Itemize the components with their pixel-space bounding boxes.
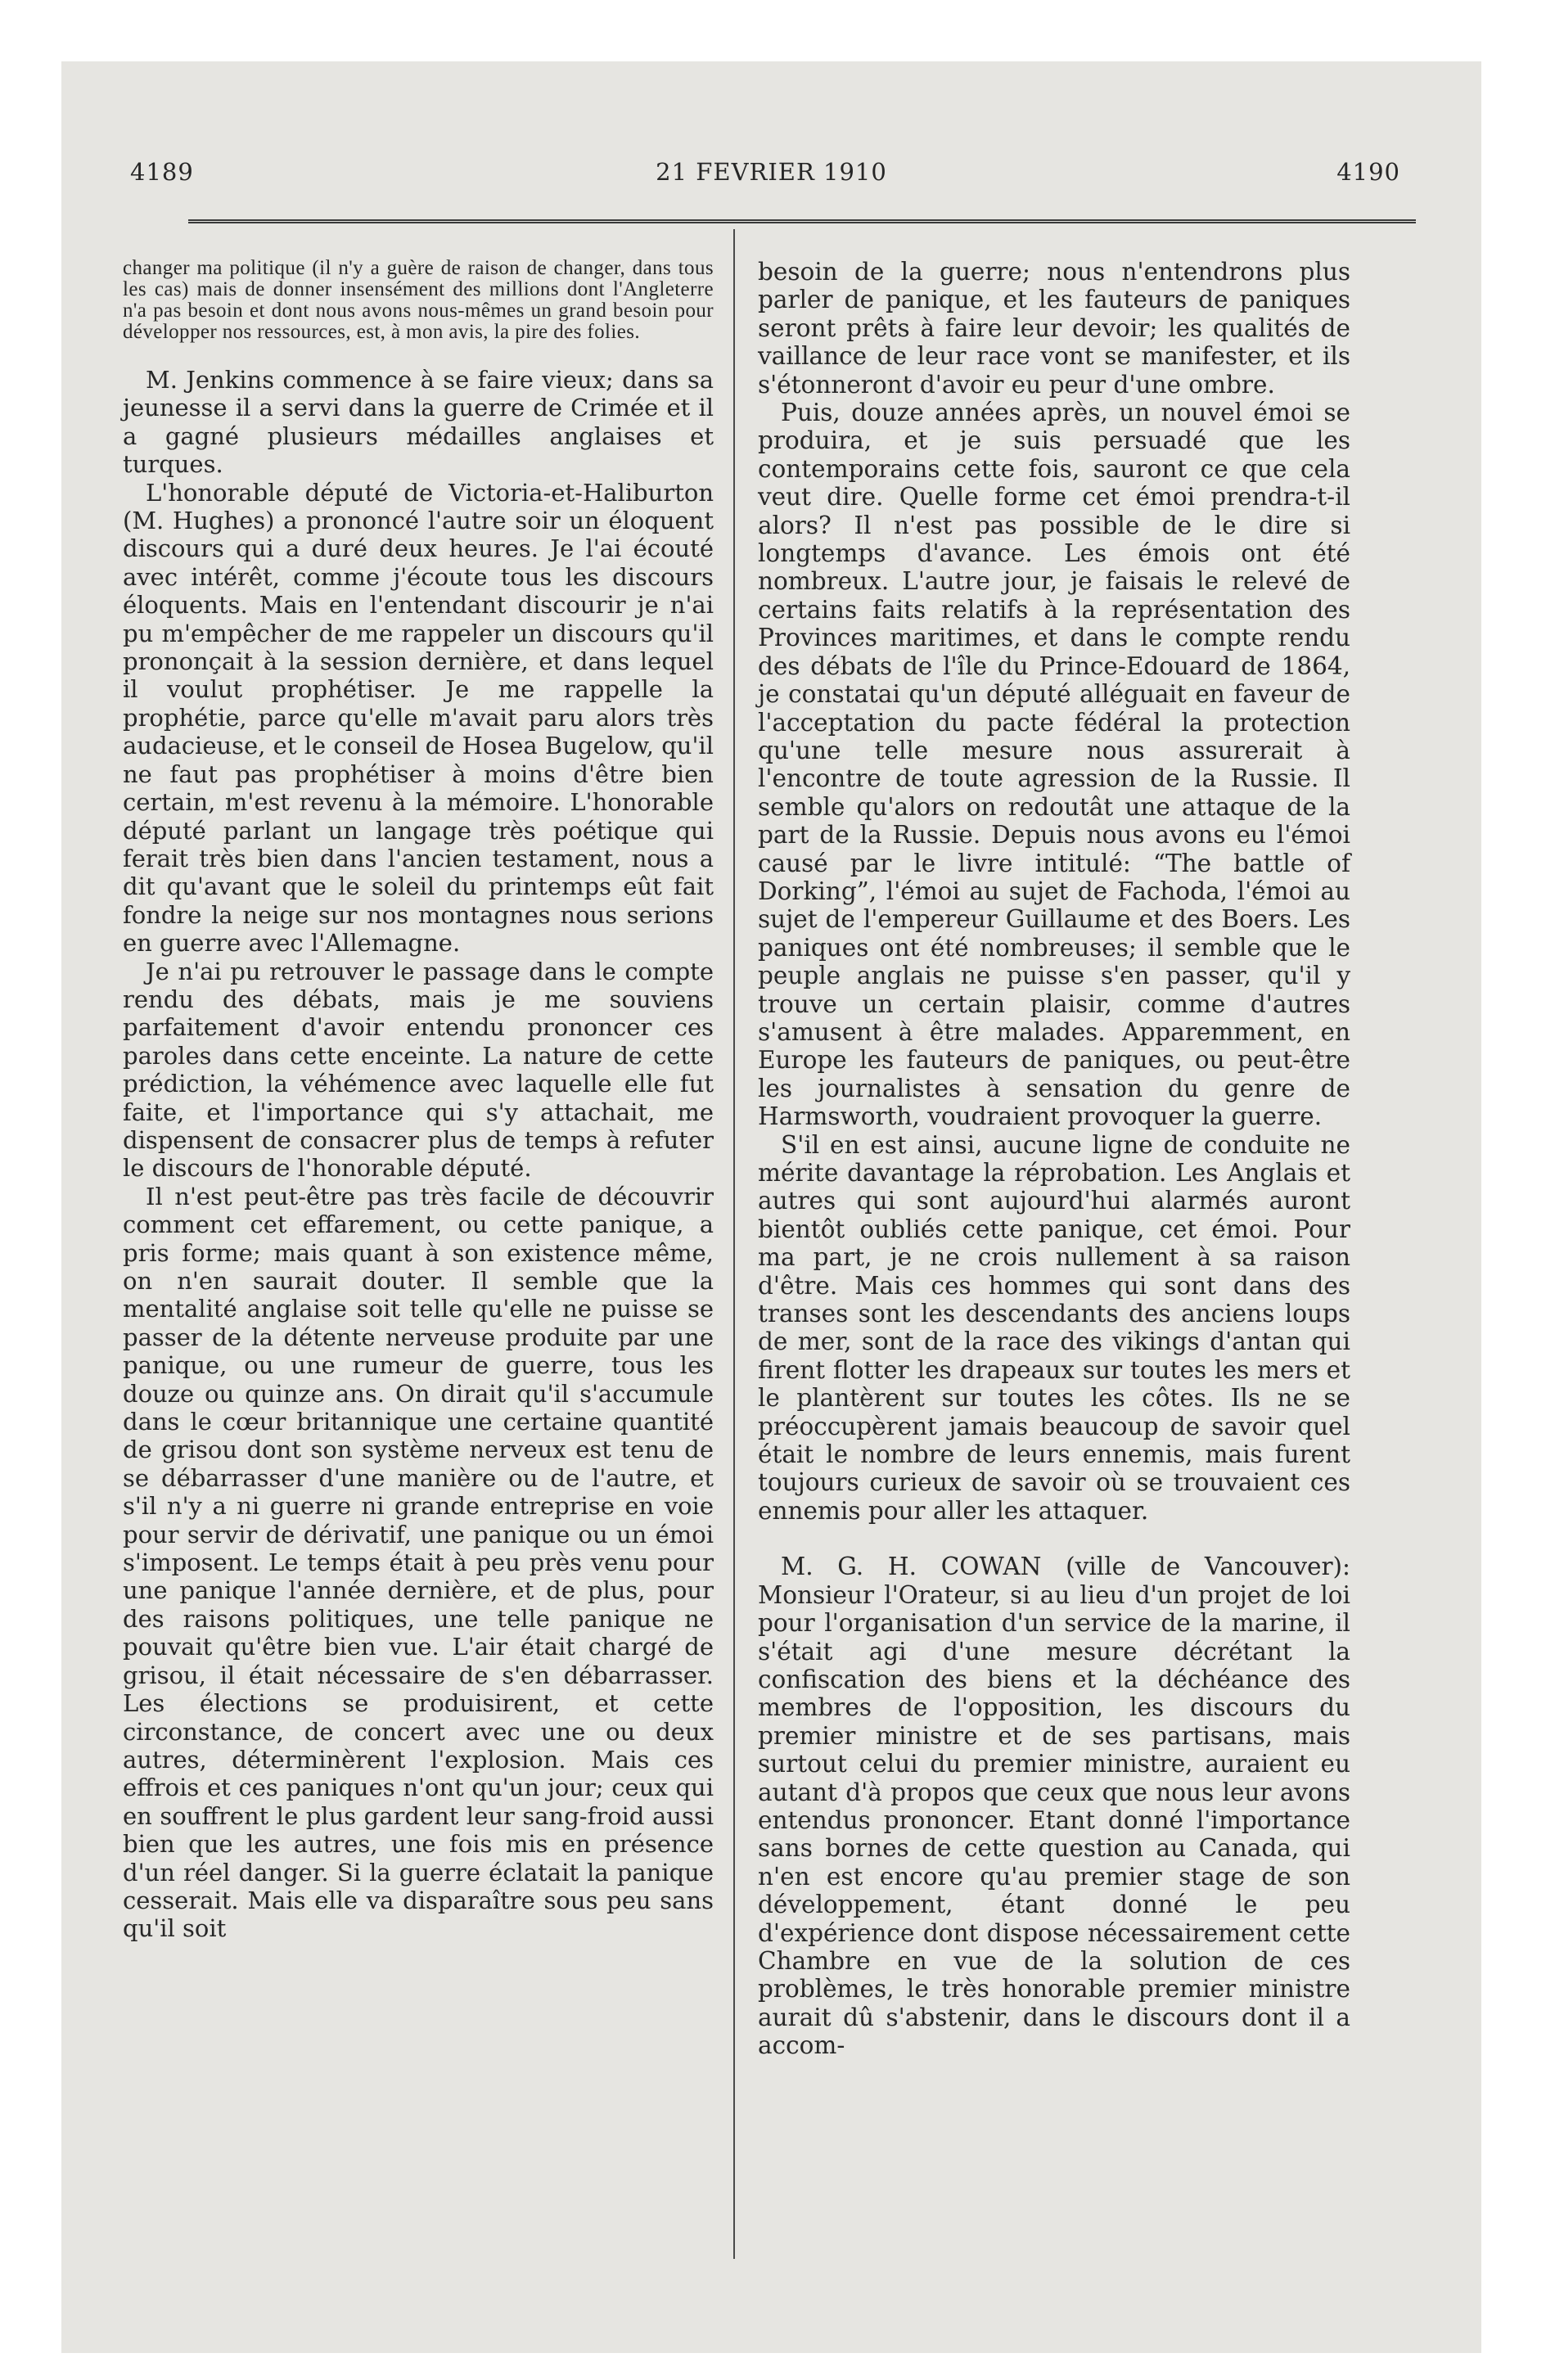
paragraph: Il n'est peut-être pas très facile de découvrir comment cet effarement, ou cette panique, a pris forme; mais quant à son existence même, on n'en saurait douter. Il semble que la mentalité anglaise soit telle qu'elle ne puisse se passer de la détente nerveuse produite par une panique, ou une rumeur de guerre, tous les douze ou quinze ans. On dirait qu'il s'accumule dans le cœur britannique une certaine quantité de grisou dont son système nerveux est tenu de se débarrasser d'une manière ou de l'autre, et s'il n'y a ni guerre ni grande entreprise en voie pour servir de dérivatif, une panique ou un émoi s'imposent. Le temps était à peu près venu pour une panique l'année dernière, et de plus, pour des raisons politiques, une telle panique ne pouvait qu'être bien vue. L'air était chargé de grisou, il était nécessaire de s'en débarrasser. Les élections se produisirent, et cette circonstance, de concert avec une ou deux autres, déterminèrent l'explosion. Mais ces effrois et ces paniques n'ont qu'un jour; ceux qui en souffrent le plus gardent leur sang-froid aussi bien que les autres, une fois mis en présence d'un réel danger. Si la guerre éclatait la panique cesserait. Mais elle va disparaître sous peu sans qu'il soit [123, 1182, 714, 1943]
left-column [123, 258, 714, 1943]
header-double-rule [188, 219, 1416, 223]
speaker-paragraph: M. G. H. COWAN (ville de Vancouver): Monsieur l'Orateur, si au lieu d'un projet de loi pour l'organisation d'un service de la marine, il s'était agi d'une mesure décrétant la confiscation des biens et la déchéance des membres de l'opposition, les discours du premier ministre et de ses partisans, mais surtout celui du premier ministre, auraient eu autant d'à propos que ceux que nous leur avons entendus prononcer. Etant donné l'importance sans bornes de cette question au Canada, qui n'en est encore qu'au premier stage de son développement, étant donné le peu d'expérience dont dispose nécessairement cette Chambre en vue de la solution de ces problèmes, le très honorable premier ministre aurait dû s'abstenir, dans le discours dont il a accom- [758, 1553, 1350, 2060]
page-number-right: 4190 [1336, 158, 1400, 186]
paragraph: changer ma politique (il n'y a guère de raison de changer, dans tous les cas) mais de donner insensément des millions dont l'Angleterre n'a pas besoin et dont nous avons nous-mêmes un grand besoin pour développer nos ressources, est, à mon avis, la pire des folies. [123, 257, 714, 343]
right-column [758, 258, 1350, 2060]
scanned-page [61, 61, 1481, 2353]
page-number-left: 4189 [130, 158, 194, 186]
paragraph: Je n'ai pu retrouver le passage dans le compte rendu des débats, mais je me souviens parfaitement d'avoir entendu prononcer ces paroles dans cette enceinte. La nature de cette prédiction, la véhémence avec laquelle elle fut faite, et l'importance qui s'y attachait, me dispensent de consacrer plus de temps à refuter le discours de l'honorable député. [123, 957, 714, 1183]
paragraph: M. Jenkins commence à se faire vieux; dans sa jeunesse il a servi dans la guerre de Crimée et il a gagné plusieurs médailles anglaises et turques. [123, 366, 714, 479]
paragraph: S'il en est ainsi, aucune ligne de conduite ne mérite davantage la réprobation. Les Anglais et autres qui sont aujourd'hui alarmés auront bientôt oubliés cette panique, cet émoi. Pour ma part, je ne crois nullement à sa raison d'être. Mais ces hommes qui sont dans des transes sont les descendants des anciens loups de mer, sont de la race des vikings d'antan qui firent flotter les drapeaux sur toutes les mers et le plantèrent sur toutes les côtes. Ils ne se préoccupèrent jamais beaucoup de savoir quel était le nombre de leurs ennemis, mais furent toujours curieux de savoir où se trouvaient ces ennemis pour aller les attaquer. [758, 1130, 1350, 1525]
page-header-date: 21 FEVRIER 1910 [656, 158, 887, 186]
paragraph: Puis, douze années après, un nouvel émoi se produira, et je suis persuadé que les contemporains cette fois, sauront ce que cela veut dire. Quelle forme cet émoi prendra-t-il alors? Il n'est pas possible de le dire si longtemps d'avance. Les émois ont été nombreux. L'autre jour, je faisais le relevé de certains faits relatifs à la représentation des Provinces maritimes, et dans le compte rendu des débats de l'île du Prince-Edouard de 1864, je constatai qu'un député alléguait en faveur de l'acceptation du pacte fédéral la protection qu'une telle mesure nous assurerait à l'encontre de toute agression de la Russie. Il semble qu'alors on redoutât une attaque de la part de la Russie. Depuis nous avons eu l'émoi causé par le livre intitulé: “The battle of Dorking”, l'émoi au sujet de Fachoda, l'émoi au sujet de l'empereur Guillaume et des Boers. Les paniques ont été nombreuses; il semble que le peuple anglais ne puisse s'en passer, qu'il y trouve un certain plaisir, comme d'autres s'amusent à être malades. Apparemment, en Europe les fauteurs de paniques, ou peut-être les journalistes à sensation du genre de Harmsworth, voudraient provoquer la guerre. [758, 399, 1350, 1131]
column-divider [733, 229, 735, 2259]
paragraph: L'honorable député de Victoria-et-Haliburton (M. Hughes) a prononcé l'autre soir un éloquent discours qui a duré deux heures. Je l'ai écouté avec intérêt, comme j'écoute tous les discours éloquents. Mais en l'entendant discourir je n'ai pu m'empêcher de me rappeler un discours qu'il prononçait à la session dernière, et dans lequel il voulut prophétiser. Je me rappelle la prophétie, parce qu'elle m'avait paru alors très audacieuse, et le conseil de Hosea Bugelow, qu'il ne faut pas prophétiser à moins d'être bien certain, m'est revenu à la mémoire. L'honorable député parlant un langage très poétique qui ferait très bien dans l'ancien testament, nous a dit qu'avant que le soleil du printemps eût fait fondre la neige sur nos montagnes nous serions en guerre avec l'Allemagne. [123, 478, 714, 958]
paragraph: besoin de la guerre; nous n'entendrons plus parler de panique, et les fauteurs de paniques seront prêts à faire leur devoir; les qualités de vaillance de leur race vont se manifester, et ils s'étonneront d'avoir eu peur d'une ombre. [758, 258, 1350, 399]
